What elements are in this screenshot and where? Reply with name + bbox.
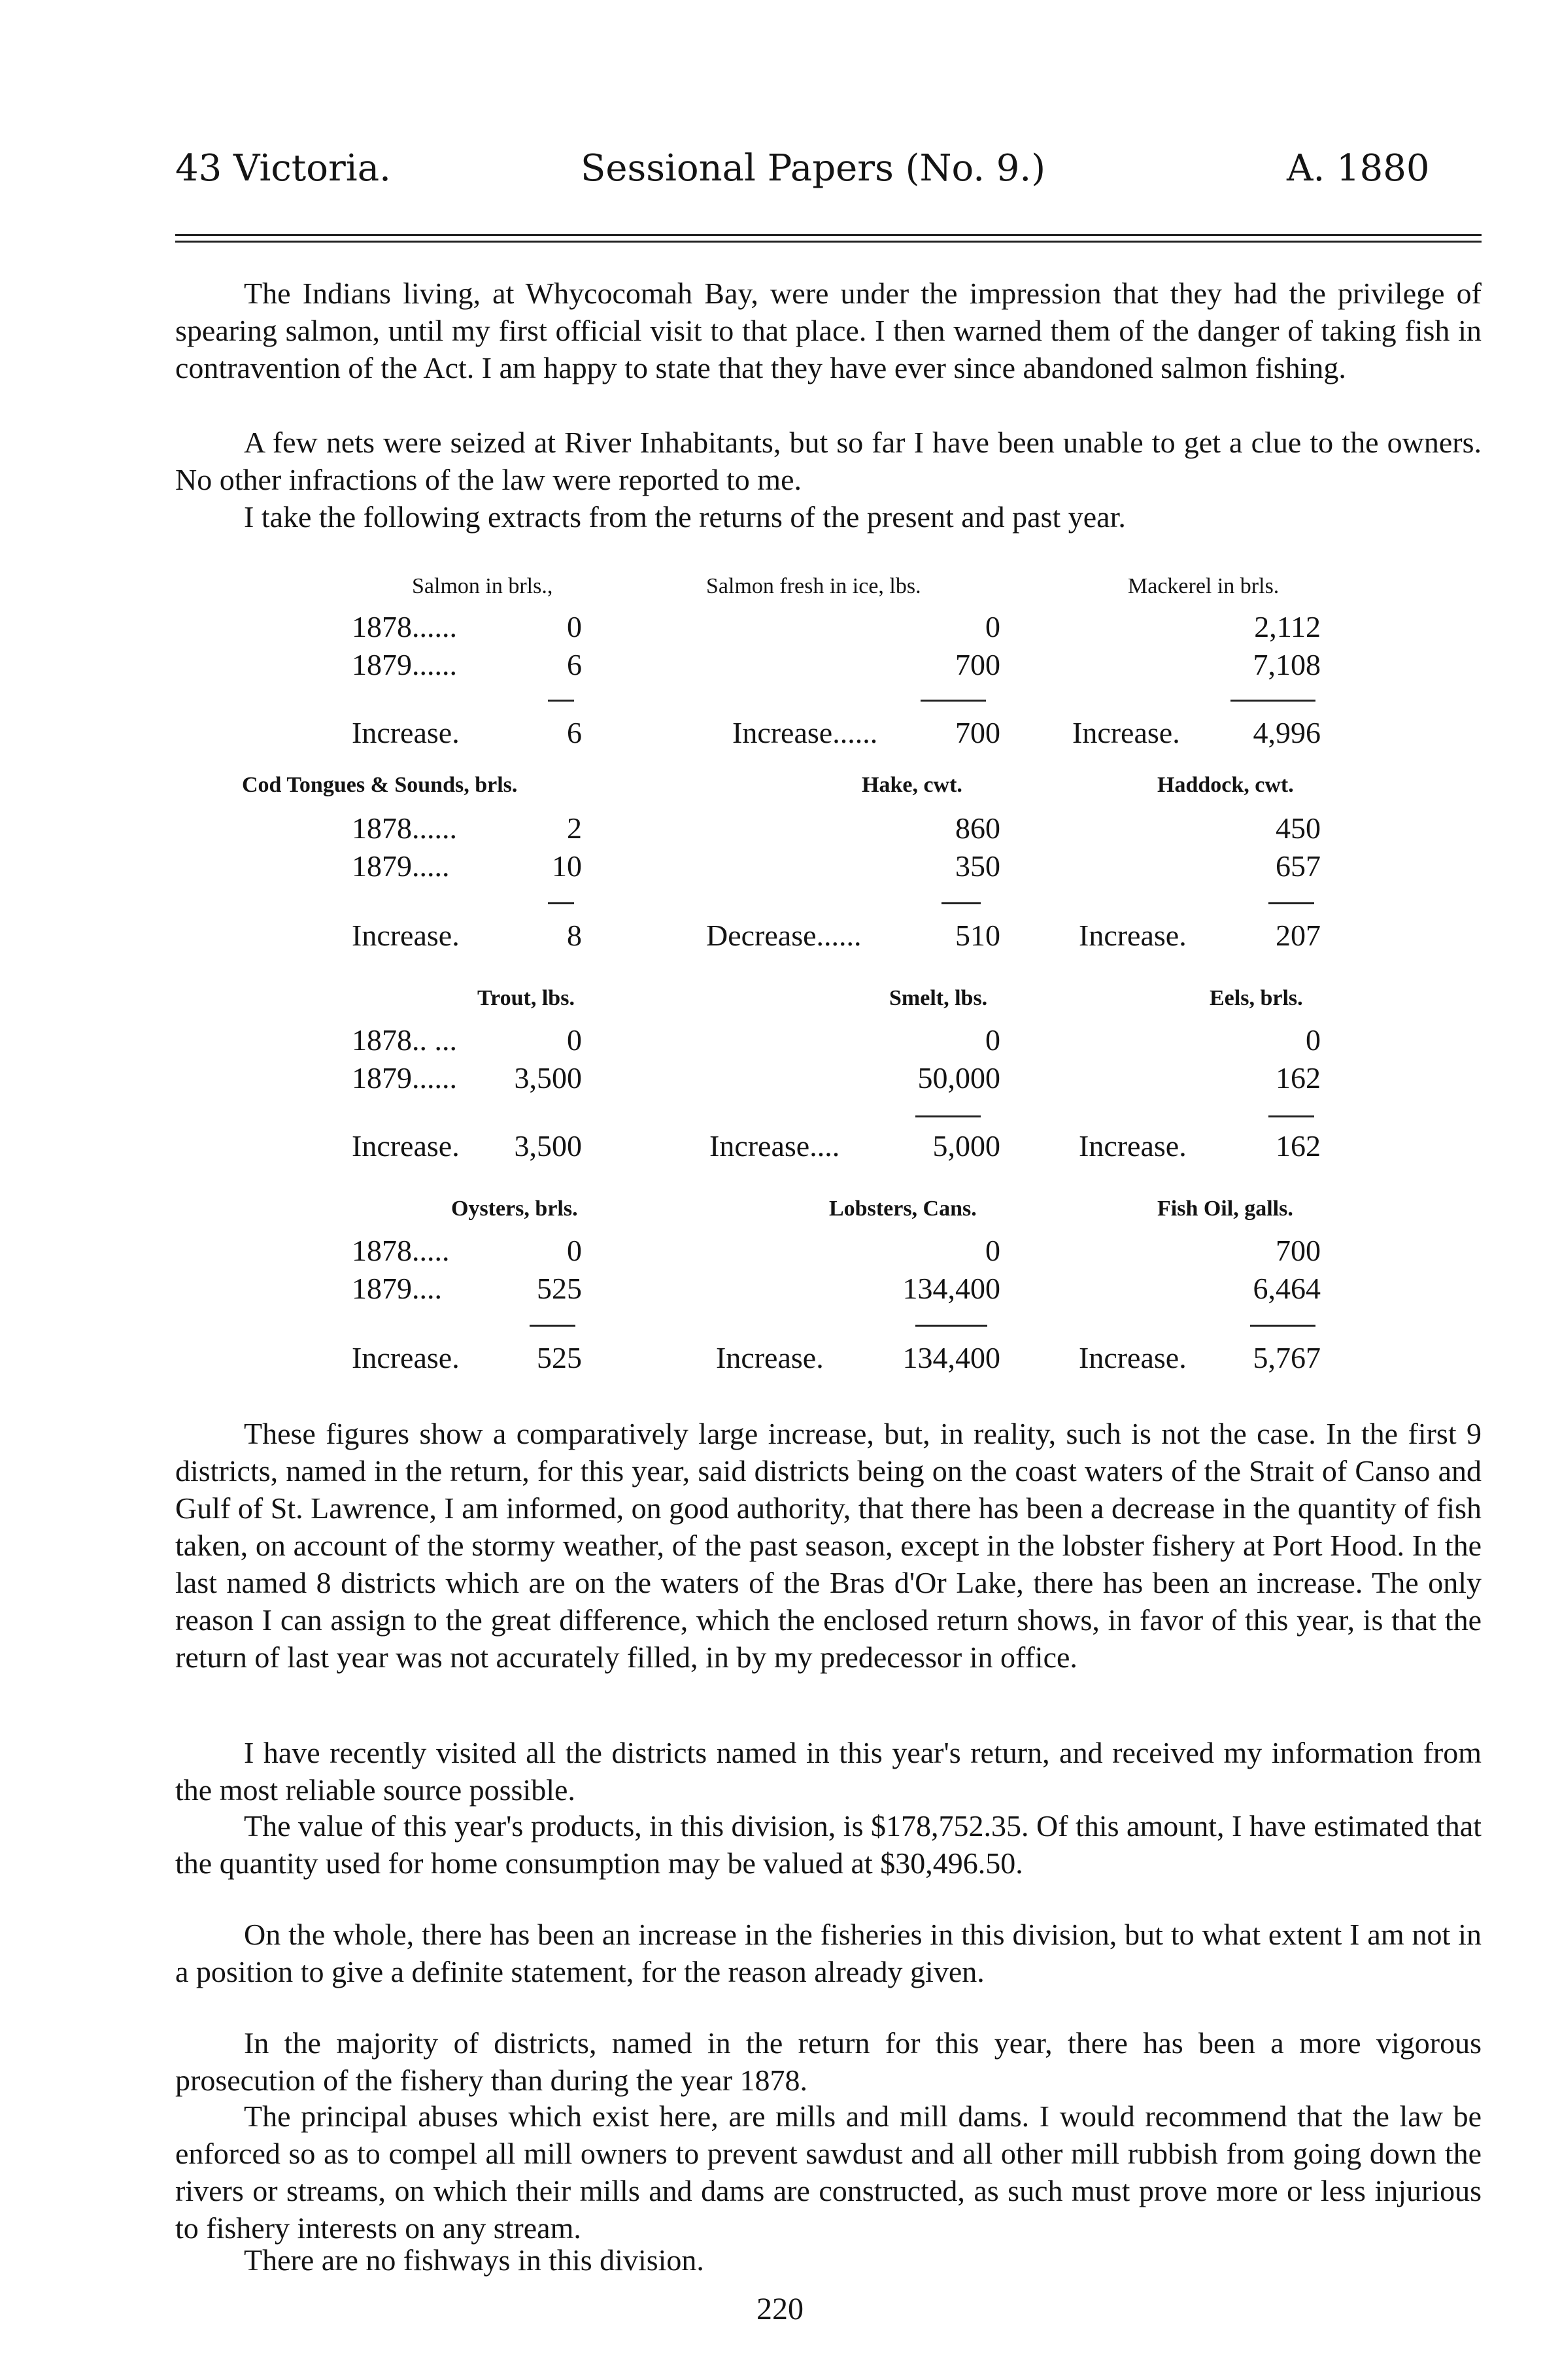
result-label: Increase. <box>716 1341 824 1374</box>
sum-rule <box>548 902 574 904</box>
paragraph-nets <box>175 424 1482 498</box>
column-head-salmon-fresh: Salmon fresh in ice, lbs. <box>706 574 921 598</box>
result-label: Decrease...... <box>706 919 862 952</box>
column-head-cod-tongues: Cod Tongues & Sounds, brls. <box>242 773 518 797</box>
sum-rule <box>548 700 574 702</box>
column-head-lobsters: Lobsters, Cans. <box>829 1197 977 1221</box>
column-head-salmon-brls: Salmon in brls., <box>412 574 553 598</box>
paragraph-majority <box>175 2024 1482 2099</box>
result-label: Increase. <box>1072 716 1180 749</box>
sum-rule <box>1268 902 1314 904</box>
table-value: 2 <box>567 811 582 845</box>
paragraph-text: The value of this year's products, in this division, is $178,752.35. Of this amount, I have estimated that the quantity used for home consumption may be valued at $30,496.50. <box>175 1809 1482 1880</box>
result-value: 5,767 <box>1253 1341 1321 1374</box>
result-value: 4,996 <box>1253 716 1321 749</box>
column-head-fish-oil: Fish Oil, galls. <box>1157 1197 1293 1221</box>
paragraph-whole <box>175 1916 1482 1990</box>
paragraph-text: I have recently visited all the districts named in this year's return, and received my information from the most reliable source possible. <box>175 1736 1482 1807</box>
column-head-oysters: Oysters, brls. <box>451 1197 578 1221</box>
table-value: 3,500 <box>514 1061 582 1095</box>
result-value: 525 <box>537 1341 582 1374</box>
result-label: Increase. <box>352 1341 460 1374</box>
paragraph-visited <box>175 1734 1482 1809</box>
sum-rule <box>915 1325 987 1327</box>
table-value: 50,000 <box>917 1061 1000 1095</box>
paragraph-text: A few nets were seized at River Inhabitants, but so far I have been unable to get a clue to the owners. No other infractions of the law were reported to me. <box>175 426 1482 496</box>
result-label: Increase. <box>1079 1129 1187 1163</box>
column-head-haddock: Haddock, cwt. <box>1157 773 1294 797</box>
table-value: 0 <box>985 1023 1000 1057</box>
result-label: Increase. <box>1079 919 1187 952</box>
table-value: 0 <box>567 1234 582 1267</box>
paragraph-value <box>175 1807 1482 1882</box>
year-label: 1878.. ... <box>352 1023 457 1057</box>
sum-rule <box>1250 1325 1315 1327</box>
table-value: 860 <box>955 811 1000 845</box>
table-value: 7,108 <box>1253 648 1321 681</box>
result-value: 8 <box>567 919 582 952</box>
column-head-trout: Trout, lbs. <box>477 986 575 1010</box>
result-label: Increase. <box>352 919 460 952</box>
year-label: 1878...... <box>352 610 457 643</box>
result-label: Increase.... <box>709 1129 840 1163</box>
result-label: Increase...... <box>732 716 878 749</box>
year-label: 1878...... <box>352 811 457 845</box>
table-value: 0 <box>567 610 582 643</box>
header-title: Sessional Papers (No. 9.) <box>581 147 1046 190</box>
sum-rule <box>921 700 986 702</box>
table-value: 0 <box>985 610 1000 643</box>
sum-rule <box>1268 1115 1314 1117</box>
table-value: 10 <box>552 849 582 883</box>
paragraph-text: I take the following extracts from the returns of the present and past year. <box>244 500 1126 534</box>
page-number: 220 <box>756 2292 804 2326</box>
table-value: 525 <box>537 1272 582 1305</box>
result-label: Increase. <box>352 1129 460 1163</box>
sum-rule <box>530 1325 575 1327</box>
table-value: 657 <box>1276 849 1321 883</box>
year-label: 1879.... <box>352 1272 442 1305</box>
sum-rule <box>1230 700 1315 702</box>
table-value: 6,464 <box>1253 1272 1321 1305</box>
table-value: 134,400 <box>902 1272 1000 1305</box>
paragraph-text: There are no fishways in this division. <box>244 2243 704 2277</box>
column-head-hake: Hake, cwt. <box>862 773 962 797</box>
year-label: 1879..... <box>352 849 450 883</box>
result-value: 700 <box>955 716 1000 749</box>
column-head-smelt: Smelt, lbs. <box>889 986 988 1010</box>
table-value: 0 <box>1306 1023 1321 1057</box>
table-value: 450 <box>1276 811 1321 845</box>
result-value: 510 <box>955 919 1000 952</box>
result-value: 134,400 <box>902 1341 1000 1374</box>
result-value: 162 <box>1276 1129 1321 1163</box>
sum-rule <box>941 902 981 904</box>
table-value: 700 <box>955 648 1000 681</box>
result-value: 3,500 <box>514 1129 582 1163</box>
table-value: 6 <box>567 648 582 681</box>
header-year: A. 1880 <box>1287 147 1430 190</box>
sum-rule <box>915 1115 981 1117</box>
paragraph-extracts <box>175 498 1482 536</box>
paragraph-abuses <box>175 2098 1482 2247</box>
paragraph-indians <box>175 275 1482 386</box>
header-rule <box>175 234 1482 236</box>
paragraph-text: In the majority of districts, named in the return for this year, there has been a more vigorous prosecution of the fishery than during the year 1878. <box>175 2026 1482 2097</box>
year-label: 1879...... <box>352 648 457 681</box>
result-value: 6 <box>567 716 582 749</box>
paragraph-text: These figures show a comparatively large increase, but, in reality, such is not the case. In the first 9 districts, named in the return, for this year, said districts being on the coast waters of the Strait of Canso and Gulf of St. Lawrence, I am informed, on good authority, that there has been a decrease in the quantity of fish taken, on account of the stormy weather, of the past season, except in the lobster fishery at Port Hood. In the last named 8 districts which are on the waters of the Bras d'Or Lake, there has been an increase. The only reason I can assign to the great difference, which the enclosed return shows, in favor of this year, is that the return of last year was not accurately filled, in by my predecessor in office. <box>175 1417 1482 1674</box>
header-session: 43 Victoria. <box>175 147 391 190</box>
paragraph-text: The principal abuses which exist here, are mills and mill dams. I would recommend that the law be enforced so as to compel all mill owners to prevent sawdust and all other mill rubbish from going down the rivers or streams, on which their mills and dams are constructed, as such must prove more or less injurious to fishery interests on any stream. <box>175 2100 1482 2245</box>
column-head-eels: Eels, brls. <box>1210 986 1303 1010</box>
table-value: 350 <box>955 849 1000 883</box>
table-value: 700 <box>1276 1234 1321 1267</box>
year-label: 1879...... <box>352 1061 457 1095</box>
paragraph-fishways <box>175 2241 1482 2279</box>
table-value: 2,112 <box>1254 610 1321 643</box>
result-value: 207 <box>1276 919 1321 952</box>
paragraph-figures <box>175 1415 1482 1676</box>
table-value: 0 <box>567 1023 582 1057</box>
header-rule-double <box>175 241 1482 243</box>
table-value: 0 <box>985 1234 1000 1267</box>
result-label: Increase. <box>1079 1341 1187 1374</box>
year-label: 1878..... <box>352 1234 450 1267</box>
column-head-mackerel: Mackerel in brls. <box>1128 574 1280 598</box>
result-value: 5,000 <box>932 1129 1000 1163</box>
table-value: 162 <box>1276 1061 1321 1095</box>
result-label: Increase. <box>352 716 460 749</box>
paragraph-text: On the whole, there has been an increase in the fisheries in this division, but to what extent I am not in a position to give a definite statement, for the reason already given. <box>175 1918 1482 1988</box>
paragraph-text: The Indians living, at Whycocomah Bay, were under the impression that they had the privilege of spearing salmon, until my first official visit to that place. I then warned them of the danger of taking fish in contravention of the Act. I am happy to state that they have ever since abandoned salmon fishing. <box>175 277 1482 384</box>
